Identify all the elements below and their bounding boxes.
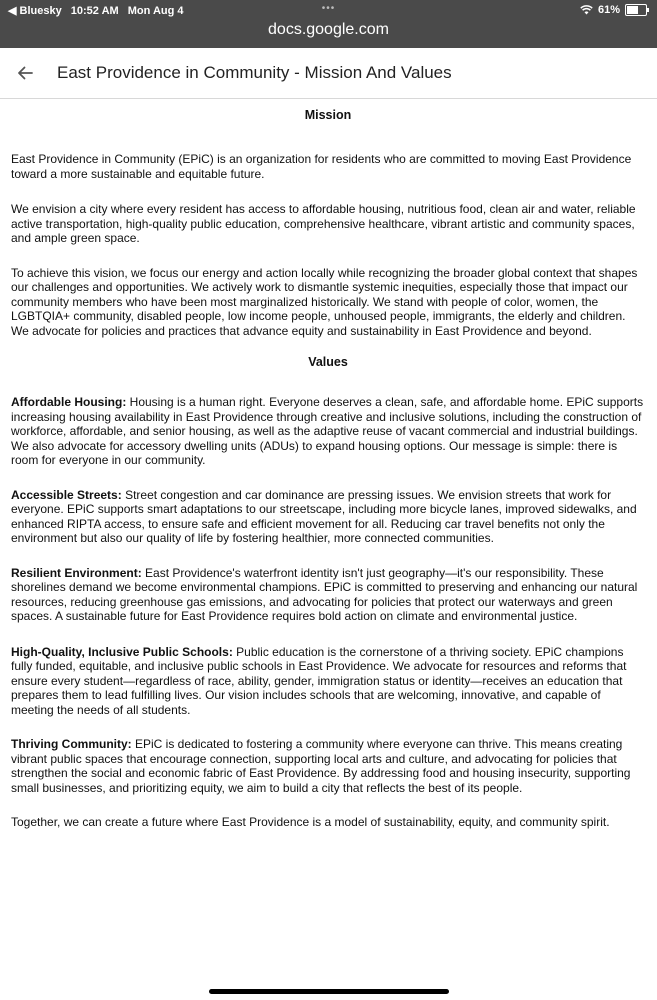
value-text: Street congestion and car dominance are pressing issues. We envision streets that work for everyone. EPiC supports smart adaptations to our streetscape, including more bicycle lanes, improved sidewalks, and enhanced RIPTA access, to ensure safe and efficient movement for all. Reducing car travel benefits not only the environment but also our quality of life by fostering healthier, more connected communities. xyxy=(11,487,637,545)
battery-fill xyxy=(627,6,638,14)
multitasking-dots[interactable]: ••• xyxy=(321,3,336,14)
home-indicator[interactable] xyxy=(209,989,449,994)
value-text: East Providence's waterfront identity isn't just geography—it's our responsibility. These shorelines demand we become environmental champions. EPiC is committed to preserving and enhancing our natural resources, reducing greenhouse gas emissions, and advocating for policies that protect our waterways and green spaces. A sustainable future for East Providence requires bold action on climate and environmental justice. xyxy=(11,565,638,623)
back-to-app-link[interactable]: ◀ Bluesky xyxy=(8,5,62,17)
url-label: docs.google.com xyxy=(268,21,389,38)
battery-percent: 61% xyxy=(597,4,620,16)
document-title: East Providence in Community - Mission And Values xyxy=(57,63,452,82)
value-paragraph xyxy=(11,645,645,718)
value-label: Affordable Housing: xyxy=(11,395,127,409)
value-paragraph xyxy=(11,566,645,624)
status-right xyxy=(580,4,647,16)
mission-paragraph: To achieve this vision, we focus our energy and action locally while recognizing the broader global context that shapes our challenges and opportunities. We actively work to dismantle systemic inequities, especially those that impact our community members who have been most marginalized historically. We stand with people of color, women, the LGBTQIA+ community, disabled people, low income people, unhoused people, immigrants, the elderly and children. We advocate for policies and practices that advance equity and sustainability in East Providence and beyond. xyxy=(11,265,638,338)
back-button[interactable] xyxy=(12,60,38,86)
battery-icon xyxy=(625,4,647,16)
document-body xyxy=(11,98,645,830)
value-label: High-Quality, Inclusive Public Schools: xyxy=(11,644,233,659)
doc-header xyxy=(0,48,657,99)
mission-paragraph: East Providence in Community (EPiC) is an organization for residents who are committed to moving East Providence toward a more sustainable and equitable future. xyxy=(11,152,632,181)
status-time: 10:52 AM xyxy=(70,5,119,17)
value-paragraph xyxy=(11,737,645,795)
mission-heading: Mission xyxy=(304,108,352,122)
status-date: Mon Aug 4 xyxy=(127,5,184,17)
value-label: Resilient Environment: xyxy=(11,565,142,580)
status-bar xyxy=(0,0,657,48)
arrow-left-icon xyxy=(16,64,34,82)
value-label: Thriving Community: xyxy=(11,737,132,751)
mission-paragraph: We envision a city where every resident has access to affordable housing, nutritious food, clean air and water, reliable active transportation, high-quality public education, comprehensive healthcare, vibrant artistic and community spaces, and ample green space. xyxy=(11,202,636,245)
value-text: EPiC is dedicated to fostering a community where everyone can thrive. This means creating vibrant public spaces that encourage connection, supporting local arts and culture, and advocating for policies that strengthen the social and economic fabric of East Providence. By addressing food and housing insecurity, supporting small businesses, and prioritizing equity, we aim to build a city that reflects the best of its people. xyxy=(11,737,631,795)
wifi-icon xyxy=(580,5,593,15)
value-text: Housing is a human right. Everyone deserves a clean, safe, and affordable home. EPiC supports increasing housing availability in East Providence through creative and inclusive solutions, including the construction of workforce, affordable, and senior housing, as well as the adaptive reuse of vacant commercial and industrial buildings. We also advocate for accessory dwelling units (ADUs) to expand housing options. Our message is simple: there is room for everyone in our community. xyxy=(11,395,644,467)
closing-paragraph: Together, we can create a future where East Providence is a model of sustainability, equity, and community spirit. xyxy=(11,815,610,829)
value-paragraph xyxy=(11,488,645,546)
values-heading: Values xyxy=(308,355,348,369)
value-text: Public education is the cornerstone of a thriving society. EPiC champions fully funded, equitable, and inclusive public schools in East Providence. We advocate for resources and reforms that ensure every student—regardless of race, ability, gender, immigration status or identity—receives an education that prepares them to lead fulfilling lives. Our vision includes schools that are welcoming, innovative, and capable of meeting the needs of all students. xyxy=(11,644,627,717)
value-paragraph xyxy=(11,395,645,468)
value-label: Accessible Streets: xyxy=(11,487,122,502)
